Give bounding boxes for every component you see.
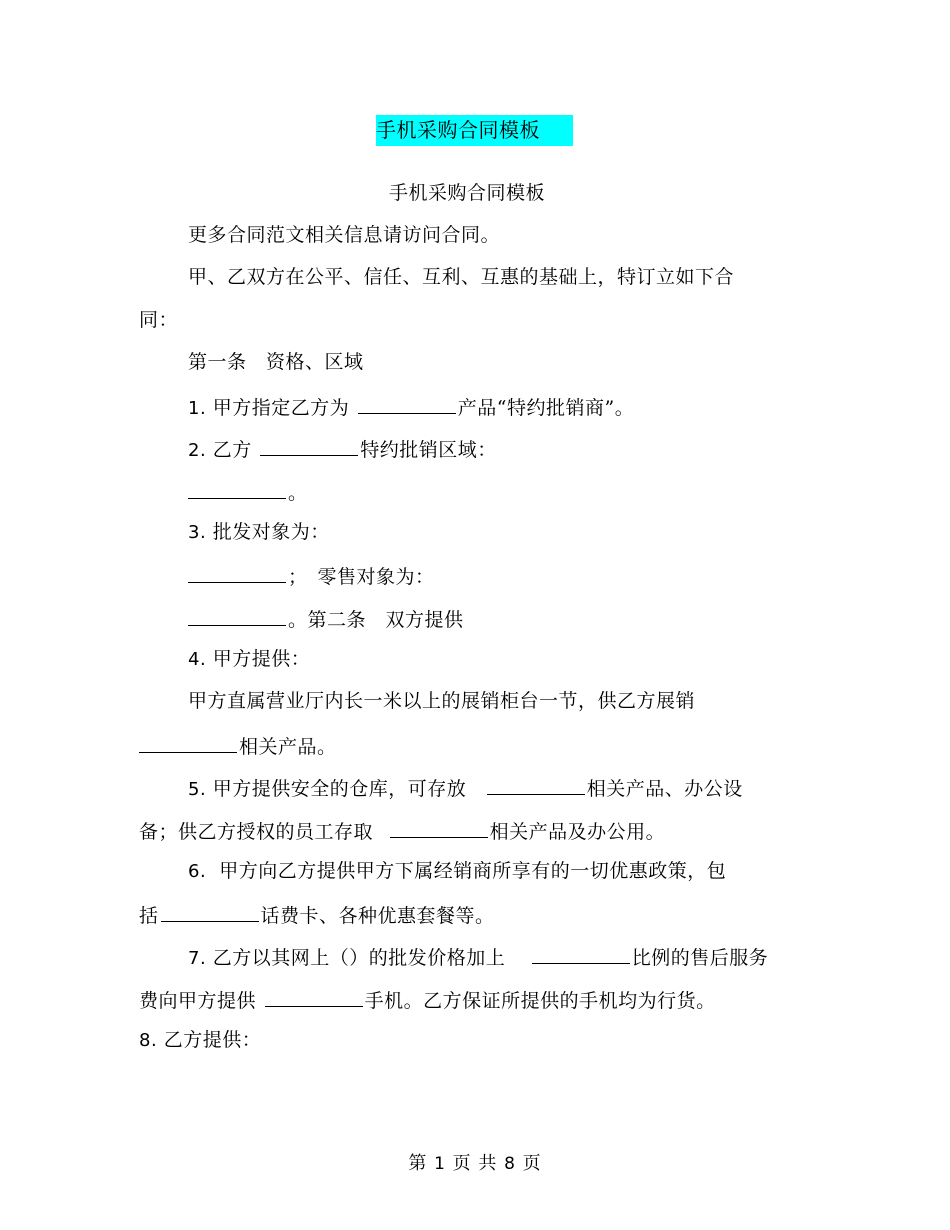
clause-number: 3. — [188, 522, 207, 543]
total-pages-number: 8 — [504, 1154, 516, 1174]
clause-text: 相关产品、办公设 — [586, 778, 743, 800]
clause-text: 费向甲方提供 — [139, 990, 257, 1012]
intro-paragraph: 更多合同范文相关信息请访问合同。 — [188, 224, 501, 246]
clause-3-end — [186, 604, 464, 633]
preamble-line-1: 甲、乙双方在公平、信任、互利、互惠的基础上，特订立如下合 — [188, 266, 735, 288]
preamble-line-2: 同： — [139, 309, 179, 331]
clause-text: 。第二条 双方提供 — [288, 609, 464, 631]
fill-blank — [188, 561, 286, 583]
clause-6 — [188, 858, 726, 885]
clause-text: 乙方提供： — [163, 1029, 262, 1051]
footer-prefix: 第 — [408, 1153, 428, 1174]
clause-2-continued — [186, 477, 308, 506]
clause-4-text: 甲方直属营业厅内长一米以上的展销柜台一节，供乙方展销 — [188, 690, 696, 712]
clause-text: 甲方向乙方提供甲方下属经销商所享有的一切优惠政策，包 — [219, 860, 727, 882]
clause-4-continued — [137, 731, 337, 760]
clause-1 — [188, 392, 634, 422]
clause-3 — [188, 519, 330, 546]
footer-mid: 页 共 — [452, 1153, 498, 1174]
clause-text: 产品“特约批销商”。 — [457, 397, 635, 419]
fill-blank — [532, 942, 630, 964]
fill-blank — [139, 731, 237, 753]
clause-number: 2. — [188, 440, 207, 461]
clause-number: 7. — [188, 948, 207, 969]
clause-2 — [188, 434, 497, 464]
clause-number: 8. — [139, 1030, 158, 1051]
clause-5-continued — [139, 816, 665, 845]
clause-text: 手机。乙方保证所提供的手机均为行货。 — [364, 990, 716, 1012]
fill-blank — [487, 773, 585, 795]
clause-7-continued — [139, 985, 716, 1014]
clause-text: 甲方提供安全的仓库，可存放 — [212, 778, 467, 800]
clause-8 — [139, 1027, 261, 1054]
fill-blank — [265, 985, 363, 1007]
document-subtitle: 手机采购合同模板 — [389, 182, 546, 204]
document-title: 手机采购合同模板 — [376, 118, 540, 142]
fill-blank — [161, 900, 259, 922]
clause-text: 甲方提供： — [212, 648, 311, 670]
clause-7 — [188, 942, 768, 972]
clause-text: 括 — [139, 905, 159, 927]
clause-text: 。 — [288, 482, 308, 504]
clause-text: 特约批销区域： — [360, 439, 497, 461]
fill-blank — [188, 477, 286, 499]
clause-text: 备；供乙方授权的员工存取 — [139, 821, 374, 843]
clause-number: 4. — [188, 649, 207, 670]
page-footer — [0, 1152, 950, 1176]
clause-5 — [188, 773, 743, 803]
clause-number: 5. — [188, 779, 207, 800]
clause-text: 乙方 — [212, 439, 252, 461]
fill-blank — [358, 392, 456, 414]
current-page-number: 1 — [434, 1154, 446, 1174]
clause-text: 乙方以其网上（）的批发价格加上 — [212, 947, 506, 969]
footer-suffix: 页 — [522, 1153, 542, 1174]
clause-3-continued — [186, 561, 435, 590]
clause-text: ； 零售对象为： — [288, 566, 435, 588]
clause-4 — [188, 646, 310, 673]
clause-text: 相关产品及办公用。 — [489, 821, 666, 843]
clause-number: 1. — [188, 398, 207, 419]
clause-number: 6. — [188, 861, 207, 882]
clause-text: 比例的售后服务 — [631, 947, 769, 969]
clause-text: 话费卡、各种优惠套餐等。 — [260, 905, 495, 927]
fill-blank — [390, 816, 488, 838]
clause-6-continued — [139, 900, 495, 929]
article-1-heading: 第一条 资格、区域 — [188, 351, 364, 373]
clause-text: 批发对象为： — [212, 521, 330, 543]
fill-blank — [260, 434, 358, 456]
fill-blank — [188, 604, 286, 626]
clause-text: 相关产品。 — [239, 736, 337, 758]
clause-text: 甲方指定乙方为 — [212, 397, 350, 419]
